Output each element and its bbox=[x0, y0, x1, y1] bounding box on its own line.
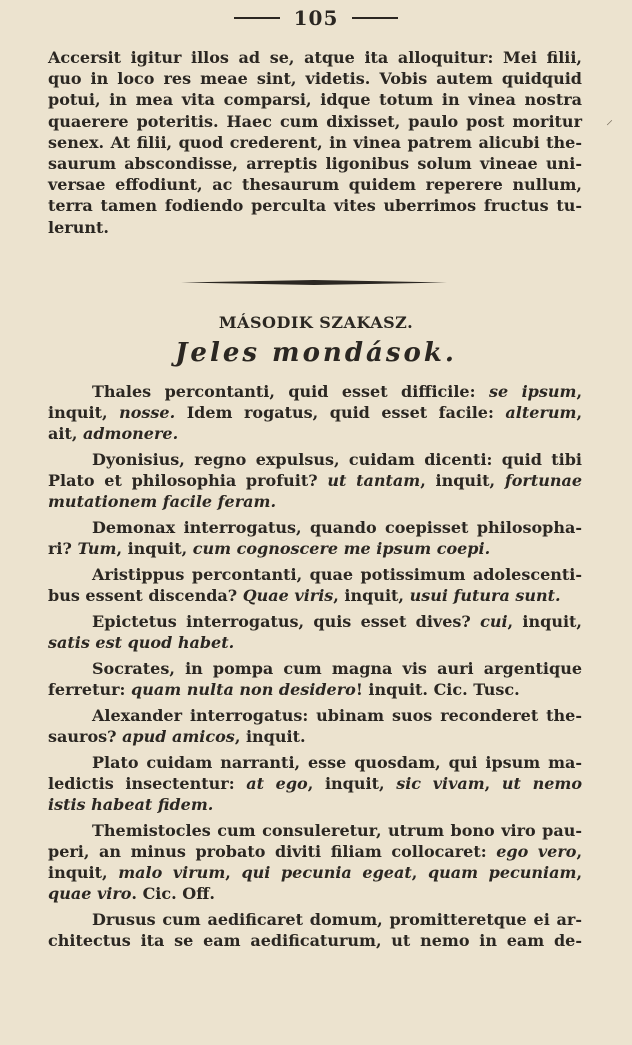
italic-quote: quam nulta non desidero bbox=[131, 680, 356, 699]
text-run: ledictis insectentur: bbox=[48, 774, 247, 793]
saying-line bbox=[48, 658, 582, 679]
intro-line: quaerere poteritis. Haec cum dixisset, paulo post moritur bbox=[48, 111, 582, 131]
margin-pencil-mark: ⸍ bbox=[606, 118, 613, 134]
saying-line bbox=[48, 449, 582, 470]
italic-quote: quam pecuniam bbox=[427, 863, 577, 882]
italic-quote: malo virum bbox=[118, 863, 226, 882]
italic-quote: istis habeat fidem. bbox=[48, 795, 214, 814]
saying-line bbox=[48, 564, 582, 585]
italic-quote: Quae viris bbox=[242, 586, 334, 605]
italic-quote: ut tantam bbox=[327, 471, 421, 490]
saying-line bbox=[48, 470, 582, 491]
saying-line bbox=[48, 632, 582, 653]
italic-quote: ego vero bbox=[496, 842, 577, 861]
text-run: , bbox=[576, 863, 583, 882]
saying-line bbox=[48, 794, 582, 815]
text-run: peri, an minus probato diviti filiam collocaret: bbox=[48, 842, 497, 861]
saying-line bbox=[48, 862, 582, 883]
italic-quote: cum cognoscere me ipsum coepi. bbox=[192, 539, 491, 558]
text-run: sauros? bbox=[48, 727, 123, 746]
intro-line: senex. At filii, quod crederent, in vinea patrem alicubi the- bbox=[48, 132, 582, 152]
saying-line bbox=[48, 679, 582, 700]
saying-line bbox=[48, 705, 582, 726]
italic-quote: mutationem facile feram. bbox=[48, 492, 277, 511]
sayings-list bbox=[48, 381, 582, 956]
text-run: , bbox=[411, 863, 428, 882]
saying-paragraph bbox=[48, 820, 582, 904]
saying-line bbox=[48, 517, 582, 538]
saying-line bbox=[48, 726, 582, 747]
text-run: Alexander interrogatus: ubinam suos reconderet the- bbox=[92, 706, 582, 725]
italic-quote: fortunae bbox=[504, 471, 583, 490]
saying-paragraph bbox=[48, 611, 582, 653]
saying-line bbox=[48, 909, 582, 930]
italic-quote: apud amicos bbox=[122, 727, 235, 746]
saying-paragraph bbox=[48, 705, 582, 747]
saying-paragraph bbox=[48, 909, 582, 951]
saying-paragraph bbox=[48, 564, 582, 606]
text-run: . Cic. Off. bbox=[131, 884, 215, 903]
intro-line: versae effodiunt, ac thesaurum quidem reperere nullum, bbox=[48, 175, 582, 195]
section-subtitle: Jeles mondások. bbox=[175, 338, 457, 368]
text-run: , bbox=[225, 863, 242, 882]
saying-line bbox=[48, 841, 582, 862]
italic-quote: cui bbox=[480, 612, 508, 631]
saying-line bbox=[48, 402, 582, 423]
intro-paragraph bbox=[48, 47, 582, 238]
saying-line bbox=[48, 491, 582, 512]
italic-quote: at ego bbox=[246, 774, 308, 793]
saying-line bbox=[48, 820, 582, 841]
text-run: bus essent discenda? bbox=[48, 586, 243, 605]
italic-quote: quae viro bbox=[48, 884, 132, 903]
text-run: , inquit, bbox=[420, 471, 505, 490]
section-divider-rule bbox=[181, 280, 447, 285]
text-run: Socrates, in pompa cum magna vis auri argentique bbox=[92, 659, 582, 678]
italic-quote: Tum bbox=[77, 539, 117, 558]
italic-quote: ut nemo bbox=[501, 774, 583, 793]
text-run: , inquit. bbox=[234, 727, 306, 746]
text-run: Plato et philosophia profuit? bbox=[48, 471, 328, 490]
saying-line bbox=[48, 752, 582, 773]
text-run: ! inquit. Cic. Tusc. bbox=[355, 680, 520, 699]
text-run: Idem rogatus, quid esset facile: bbox=[175, 403, 506, 422]
italic-quote: satis est quod habet. bbox=[48, 633, 235, 652]
text-run: ri? bbox=[48, 539, 78, 558]
text-run: , bbox=[484, 774, 502, 793]
saying-line bbox=[48, 773, 582, 794]
section-title: MÁSODIK SZAKASZ. bbox=[218, 313, 414, 332]
text-run: inquit, bbox=[48, 403, 120, 422]
italic-quote: alterum bbox=[505, 403, 577, 422]
text-run: Plato cuidam narranti, esse quosdam, qui ipsum ma- bbox=[92, 753, 582, 772]
text-run: , inquit, bbox=[333, 586, 410, 605]
text-run: inquit, bbox=[48, 863, 119, 882]
text-run: , bbox=[576, 403, 583, 422]
page-number: 105 bbox=[293, 6, 339, 30]
saying-paragraph bbox=[48, 449, 582, 512]
text-run: Drusus cum aedificaret domum, promitteretque ei ar- bbox=[92, 910, 582, 929]
saying-line bbox=[48, 538, 582, 559]
text-run: , bbox=[576, 382, 583, 401]
saying-line bbox=[48, 585, 582, 606]
saying-line bbox=[48, 883, 582, 904]
italic-quote: nosse. bbox=[119, 403, 176, 422]
text-run: Thales percontanti, quid esset difficile: bbox=[92, 382, 489, 401]
text-run: Themistocles cum consuleretur, utrum bono viro pau- bbox=[92, 821, 582, 840]
saying-line bbox=[48, 930, 582, 951]
text-run: Dyonisius, regno expulsus, cuidam dicenti: quid tibi bbox=[92, 450, 582, 469]
text-run: Demonax interrogatus, quando coepisset philosopha- bbox=[92, 518, 582, 537]
saying-paragraph bbox=[48, 381, 582, 444]
intro-line: lerunt. bbox=[48, 217, 109, 237]
italic-quote: se ipsum bbox=[488, 382, 577, 401]
intro-line: Accersit igitur illos ad se, atque ita alloquitur: Mei filii, bbox=[48, 48, 582, 67]
saying-paragraph bbox=[48, 752, 582, 815]
italic-quote: sic vivam bbox=[396, 774, 485, 793]
intro-line: quo in loco res meae sint, videtis. Vobis autem quidquid bbox=[48, 69, 582, 89]
text-run: , inquit, bbox=[507, 612, 582, 631]
text-run: , inquit, bbox=[116, 539, 193, 558]
header-dash-left bbox=[234, 17, 280, 19]
text-run: Aristippus percontanti, quae potissimum adolescenti- bbox=[92, 565, 582, 584]
page-header bbox=[0, 4, 632, 32]
intro-line: saurum abscondisse, arreptis ligonibus solum vineae uni- bbox=[48, 154, 582, 174]
italic-quote: usui futura sunt. bbox=[409, 586, 561, 605]
text-run: , bbox=[576, 842, 583, 861]
text-run: Epictetus interrogatus, quis esset dives? bbox=[92, 612, 481, 631]
saying-line bbox=[48, 381, 582, 402]
saying-paragraph bbox=[48, 658, 582, 700]
intro-line: potui, in mea vita comparsi, idque totum in vinea nostra bbox=[48, 90, 582, 110]
intro-line: terra tamen fodiendo perculta vites uberrimos fructus tu- bbox=[48, 196, 582, 216]
text-run: ait, bbox=[48, 424, 83, 443]
text-run: chitectus ita se eam aedificaturum, ut nemo in eam de- bbox=[48, 931, 582, 950]
italic-quote: admonere. bbox=[82, 424, 179, 443]
text-run: , inquit, bbox=[307, 774, 397, 793]
header-dash-right bbox=[352, 17, 398, 19]
saying-paragraph bbox=[48, 517, 582, 559]
saying-line bbox=[48, 423, 582, 444]
italic-quote: qui pecunia egeat bbox=[241, 863, 412, 882]
saying-line bbox=[48, 611, 582, 632]
text-run: ferretur: bbox=[48, 680, 132, 699]
